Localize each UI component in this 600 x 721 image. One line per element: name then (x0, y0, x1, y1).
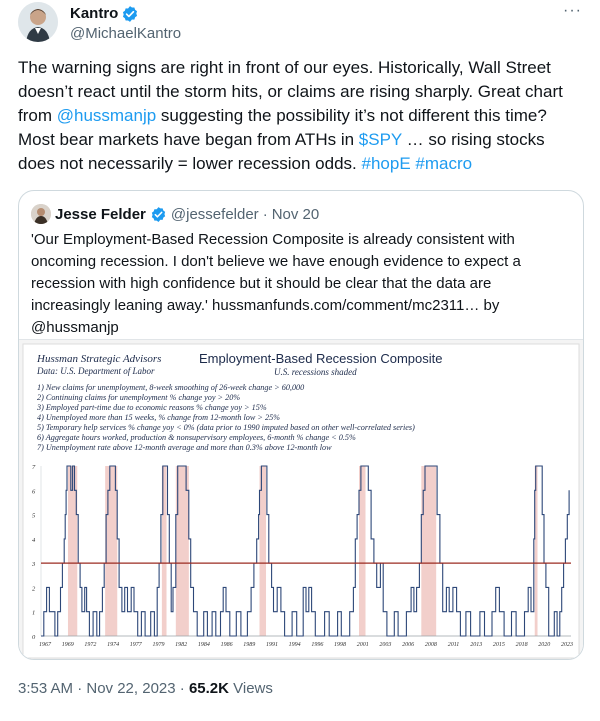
x-tick-label: 1979 (152, 642, 165, 648)
tweet-text-part3: … so rising stocks does not necessarily = lower recession odds. (18, 130, 545, 173)
x-tick-label: 1977 (129, 642, 142, 648)
recession-shading (105, 466, 117, 636)
x-tick-label: 1974 (107, 642, 120, 648)
tweet-timestamp[interactable]: 3:53 AM · Nov 22, 2023 · (18, 680, 189, 697)
x-tick-label: 2018 (515, 642, 528, 648)
x-tick-label: 1984 (197, 642, 210, 648)
recession-shading (359, 466, 366, 636)
quoted-tweet-header (31, 203, 319, 225)
x-tick-label: 1982 (175, 642, 188, 648)
x-tick-label: 1989 (243, 642, 256, 648)
y-tick-label: 4 (32, 536, 36, 544)
chart-legend-item: 1) New claims for unemployment, 8-week smoothing of 26-week change > 60,000 (37, 383, 305, 392)
x-tick-label: 1998 (334, 642, 347, 648)
quoted-author-avatar[interactable] (31, 204, 51, 224)
chart-data-source: Data: U.S. Department of Labor (37, 366, 155, 376)
tweet-footer (18, 680, 273, 697)
quoted-date[interactable]: Nov 20 (271, 205, 320, 223)
x-tick-label: 2003 (379, 642, 392, 648)
author-display-name[interactable] (70, 4, 139, 24)
x-tick-label: 2023 (561, 642, 573, 648)
x-tick-label: 1969 (61, 642, 74, 648)
cashtag-link[interactable]: $SPY (358, 130, 402, 149)
chart-svg (19, 340, 583, 660)
x-tick-label: 2008 (424, 642, 437, 648)
chart-legend-item: 2) Continuing claims for unemployment % change yoy > 20% (37, 393, 241, 402)
tweet-text-part1: The warning signs are right in front of our eyes. Historically, Wall Street doesn’t react until the storm hits, or claims are rising sharply. Great chart from (18, 58, 563, 125)
views-label: Views (228, 680, 273, 697)
quoted-tweet[interactable] (18, 190, 584, 660)
x-tick-label: 2013 (470, 642, 483, 648)
x-tick-label: 2020 (538, 642, 551, 648)
x-tick-label: 1967 (39, 642, 51, 648)
chart-legend-item: 6) Aggregate hours worked, production & nonsupervisory employees, 6-month % change < 0.5% (37, 433, 356, 442)
x-tick-label: 1972 (84, 642, 97, 648)
quoted-verified-badge-icon (150, 206, 167, 223)
x-tick-label: 2006 (402, 642, 415, 648)
hashtag-link-hope[interactable]: #hopE (361, 154, 411, 173)
chart-source: Hussman Strategic Advisors (37, 353, 162, 365)
hashtag-link-macro[interactable]: #macro (415, 154, 473, 173)
x-tick-label: 1991 (265, 642, 278, 648)
chart-title: Employment-Based Recession Composite (199, 351, 443, 366)
x-tick-label: 1986 (220, 642, 233, 648)
quoted-author-name[interactable]: Jesse Felder (55, 205, 146, 223)
quoted-tweet-text: 'Our Employment-Based Recession Composite is already consistent with oncoming recession. I don't believe we have enough evidence to expect a recession with high confidence but it should be clear that the data are increasingly leaning away.' hussmanfunds.com/comment/mc2311… by @hussmanjp (31, 231, 521, 336)
x-tick-label: 2015 (492, 642, 505, 648)
x-tick-label: 2001 (356, 642, 369, 648)
mention-link[interactable]: @hussmanjp (56, 106, 157, 125)
chart-legend-item: 7) Unemployment rate above 12-month average and more than 0.3% above 12-month low (37, 443, 332, 452)
x-tick-label: 2011 (447, 642, 460, 648)
author-name-text: Kantro (70, 5, 119, 22)
quoted-separator: · (262, 205, 268, 223)
quoted-author-handle[interactable]: @jessefelder (170, 205, 259, 223)
y-tick-label: 5 (32, 512, 36, 520)
y-tick-label: 1 (32, 609, 36, 617)
y-tick-label: 2 (32, 585, 36, 593)
recession-shading (260, 466, 267, 636)
chart-legend-item: 4) Unemployed more than 15 weeks, % change from 12-month low > 25% (37, 413, 280, 422)
verified-badge-icon (121, 5, 139, 23)
x-tick-label: 1994 (288, 642, 301, 648)
tweet-text-part2: suggesting the possibility it’s not different this time? Most bear markets have began from ATHs in (18, 106, 547, 149)
y-tick-label: 3 (32, 561, 36, 569)
author-avatar[interactable] (18, 2, 58, 42)
y-tick-label: 7 (32, 464, 36, 471)
author-handle[interactable]: @MichaelKantro (70, 25, 182, 42)
tweet-header (18, 2, 582, 46)
y-tick-label: 6 (32, 488, 36, 496)
more-options-icon[interactable]: ··· (563, 2, 582, 19)
tweet-text (18, 56, 584, 176)
chart-legend-item: 3) Employed part-time due to economic reasons % change yoy > 15% (37, 403, 267, 412)
view-count: 65.2K (188, 680, 229, 697)
chart-subtitle: U.S. recessions shaded (274, 367, 357, 377)
chart-image[interactable] (19, 339, 583, 660)
x-tick-label: 1996 (311, 642, 324, 648)
chart-legend-item: 5) Temporary help services % change yoy < 0% (data prior to 1990 imputed based on other well-correlated series) (37, 423, 415, 432)
y-tick-label: 0 (32, 634, 36, 641)
